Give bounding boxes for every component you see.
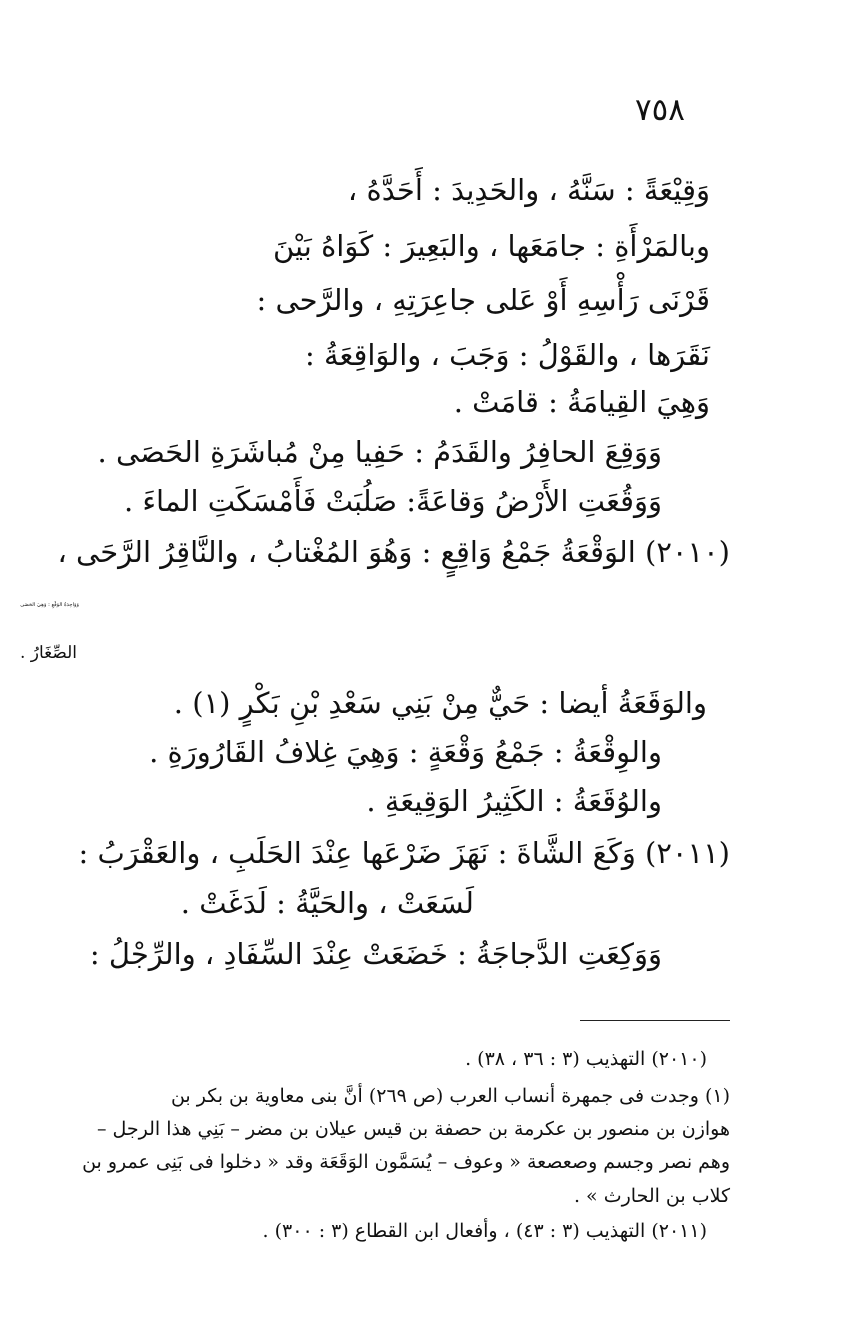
entry-line: لَسَعَتْ ، والحَيَّةُ : لَدَغَتْ . [180,886,474,920]
entry-line: وَوَقُعَتِ الأَرْضُ وَقاعَةً: صَلُبَتْ فَأَمْسَكَتِ الماءَ . [123,484,662,518]
entry-line: الصِّغَارُ . [20,643,77,663]
footnote-line: هوازن بن منصور بن عكرمة بن حصفة بن قيس عيلان بن مضر – بَنِي هذا الرجل – [96,1118,730,1140]
entry-line: (٢٠١٠) الوَقْعَةُ جَمْعُ وَاقِعٍ : وَهُوَ المُغْتابُ ، والنَّاقِرُ الرَّحَى ، [57,535,730,569]
footnote-line: (١) وجدت فى جمهرة أنساب العرب (ص ٢٦٩) أنَّ بنى معاوية بن بكر بن [170,1085,730,1107]
entry-line: والوِقْعَةُ : جَمْعُ وَقْعَةٍ : وَهِيَ غِلافُ القَارُورَةِ . [149,735,662,769]
footnote-line: (٢٠١٠) التهذيب (٣ : ٣٦ ، ٣٨) . [465,1048,707,1070]
entry-line: قَرْنَى رَأْسِهِ أَوْ عَلى جاعِرَتِهِ ، والرَّحى : [256,283,710,317]
entry-line: والوُقَعَةُ : الكَثِيرُ الوَقِيعَةِ . [366,784,662,818]
footnote-line: وهم نصر وجسم وصعصعة « وعوف – يُسَمَّون الوَقَعَة وقد « دخلوا فى بَنِى عمرو بن [82,1151,730,1173]
footnote-line: (٢٠١١) التهذيب (٣ : ٤٣) ، وأفعال ابن القطاع (٣ : ٣٠٠) . [262,1220,707,1242]
entry-line: نَقَرَها ، والقَوْلُ : وَجَبَ ، والوَاقِعَةُ : [304,338,710,372]
entry-line: وَقِيْعَةً : سَنَّهُ ، والحَدِيدَ : أَحَدَّهُ ، [347,173,710,207]
entry-line: (٢٠١١) وَكَعَ الشَّاةَ : نَهَزَ ضَرْعَها عِنْدَ الحَلَبِ ، والعَقْرَبُ : [78,836,730,870]
page-number: ٧٥٨ [635,92,685,128]
entry-line: وَوَقِعَ الحافِرُ والقَدَمُ : حَفِيا مِنْ مُباشَرَةِ الحَصَى . [97,435,662,469]
footnote-divider [580,1020,730,1021]
entry-line: وبالمَرْأَةِ : جامَعَها ، والبَعِيرَ : كَوَاهُ بَيْنَ [272,229,710,263]
entry-line: والوَقَعَةُ أيضا : حَيٌّ مِنْ بَنِي سَعْدِ بْنِ بَكْرٍ (١) . [173,686,707,720]
footnote-line: كلاب بن الحارث » . [573,1185,730,1207]
entry-line: وَوَاحِدَةُ الوَقْعِ : وَهِيَ الحَصَى [20,602,79,608]
entry-line: وَوَكِعَتِ الدَّجاجَةُ : خَضَعَتْ عِنْدَ السِّفَادِ ، والرِّجْلُ : [89,937,662,971]
entry-line: وَهِيَ القِيامَةُ : قامَتْ . [453,385,710,419]
